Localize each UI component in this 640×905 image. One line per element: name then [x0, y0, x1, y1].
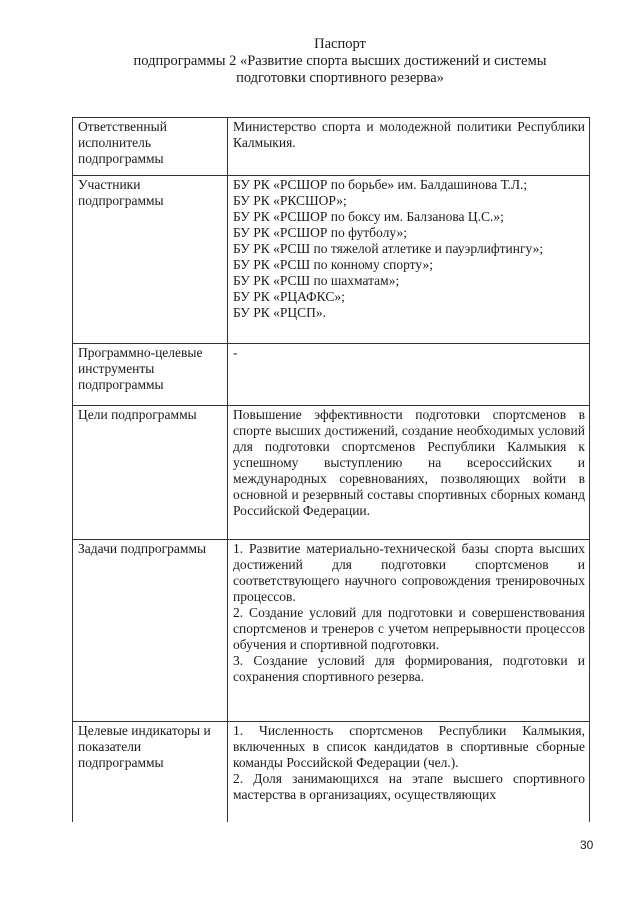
row-label: Ответственный исполнитель подпрограммы — [73, 118, 228, 176]
value-line: Повышение эффективности подготовки спортсменов в спорте высших достижений, создание необходимых условий для подготовки спортсменов Республики Калмыкия к успешному выступлению на всероссийских и международных соревнованиях, позволяющих войти в основной и резервный составы спортивных сборных команд Российской Федерации. — [233, 407, 585, 518]
value-line: 2. Создание условий для подготовки и совершенствования спортсменов и тренеров с учетом непрерывности процессов обучения и спортивной подготовки. — [233, 605, 585, 652]
row-label: Целевые индикаторы и показатели подпрограммы — [73, 722, 228, 822]
row-value — [228, 722, 590, 822]
document-title — [60, 36, 620, 87]
value-line: 2. Доля занимающихся на этапе высшего спортивного мастерства в организациях, осуществляющих — [233, 771, 585, 802]
passport-table — [72, 117, 590, 822]
value-line: 3. Создание условий для формирования, подготовки и сохранения спортивного резерва. — [233, 653, 585, 684]
value-line: БУ РК «РЦСП». — [233, 305, 326, 320]
table-row — [73, 406, 590, 540]
value-line: БУ РК «РСШОР по боксу им. Балзанова Ц.С.»; — [233, 209, 504, 224]
value-line: 1. Численность спортсменов Республики Калмыкия, включенных в список кандидатов в спортивные сборные команды Российской Федерации (чел.). — [233, 723, 585, 770]
row-value — [228, 540, 590, 722]
row-value — [228, 176, 590, 344]
row-label: Участники подпрограммы — [73, 176, 228, 344]
page-number: 30 — [580, 838, 594, 852]
row-value — [228, 406, 590, 540]
row-label: Программно-целевые инструменты подпрограммы — [73, 344, 228, 406]
value-line: БУ РК «РСШОР по футболу»; — [233, 225, 407, 240]
table-row — [73, 176, 590, 344]
row-value — [228, 344, 590, 406]
value-line: БУ РК «РСШОР по борьбе» им. Балдашинова Т.Л.; — [233, 177, 528, 192]
title-line-1: Паспорт — [314, 36, 366, 52]
value-line: БУ РК «РЦАФКС»; — [233, 289, 345, 304]
title-line-3: подготовки спортивного резерва» — [236, 70, 444, 86]
row-value — [228, 118, 590, 176]
row-label: Задачи подпрограммы — [73, 540, 228, 722]
value-line: БУ РК «РСШ по шахматам»; — [233, 273, 400, 288]
title-line-2: подпрограммы 2 «Развитие спорта высших достижений и системы — [133, 53, 547, 69]
value-line: 1. Развитие материально-технической базы спорта высших достижений для подготовки спортсменов и соответствующего научного сопровождения тренировочных процессов. — [233, 541, 585, 604]
table-row — [73, 722, 590, 822]
value-line: БУ РК «РКСШОР»; — [233, 193, 347, 208]
table-row — [73, 118, 590, 176]
value-line: - — [233, 345, 238, 360]
value-line: Министерство спорта и молодежной политики Республики Калмыкия. — [233, 119, 585, 150]
value-line: БУ РК «РСШ по тяжелой атлетике и пауэрлифтингу»; — [233, 241, 544, 256]
row-label: Цели подпрограммы — [73, 406, 228, 540]
table-row — [73, 344, 590, 406]
value-line: БУ РК «РСШ по конному спорту»; — [233, 257, 433, 272]
table-row — [73, 540, 590, 722]
